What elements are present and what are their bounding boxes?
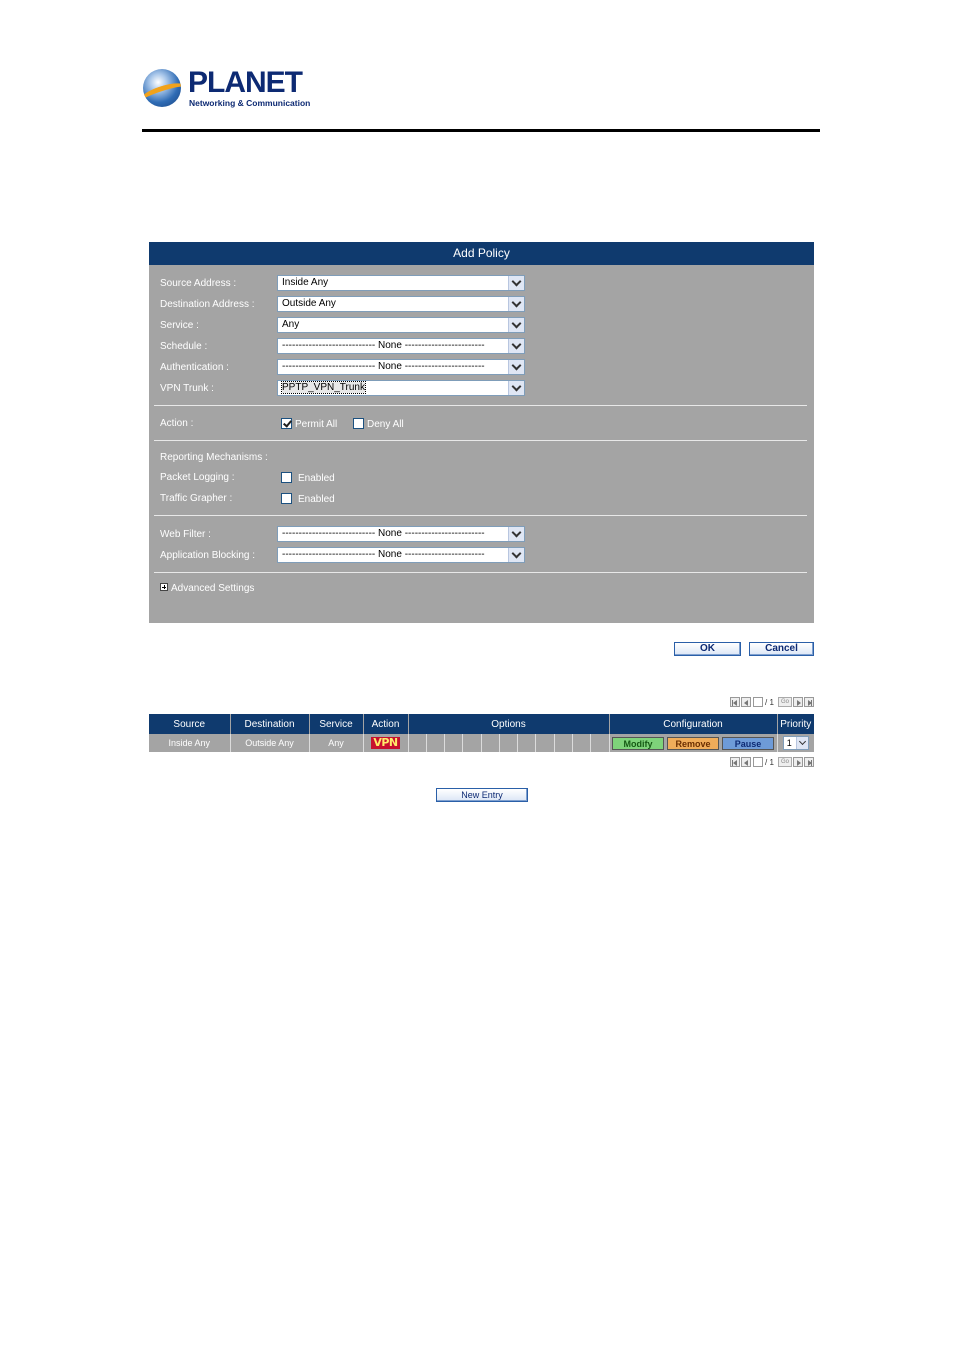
permit-all-option[interactable]: Permit All <box>281 418 337 430</box>
deny-all-checkbox[interactable] <box>353 418 364 429</box>
advanced-settings-toggle[interactable]: Advanced Settings <box>160 583 254 594</box>
vpn-badge-icon: VPN <box>373 736 398 749</box>
remove-button[interactable]: Remove <box>667 737 719 750</box>
page-total: / 1 <box>765 698 774 707</box>
page-number-input[interactable] <box>753 757 763 767</box>
globe-icon <box>143 69 181 107</box>
service-select[interactable]: Any <box>277 317 525 333</box>
chevron-down-icon[interactable] <box>508 360 524 374</box>
priority-select[interactable]: 1 <box>783 736 809 750</box>
application-blocking-row <box>149 547 814 567</box>
cell-action <box>363 734 408 752</box>
reporting-heading: Reporting Mechanisms : <box>160 452 268 463</box>
divider <box>154 572 807 573</box>
packet-logging-label: Packet Logging : <box>160 472 235 483</box>
header-action: Action <box>363 714 408 734</box>
chevron-down-icon[interactable] <box>796 737 808 749</box>
source-address-select[interactable]: Inside Any <box>277 275 525 291</box>
chevron-down-icon[interactable] <box>508 527 524 541</box>
action-row <box>149 418 814 438</box>
chevron-down-icon[interactable] <box>508 339 524 353</box>
advanced-settings-row <box>149 583 814 603</box>
chevron-down-icon[interactable] <box>508 381 524 395</box>
application-blocking-select[interactable]: ---------------------------- None ------------------------ <box>277 547 525 563</box>
schedule-select[interactable]: ---------------------------- None ------------------------ <box>277 338 525 354</box>
header-configuration: Configuration <box>609 714 777 734</box>
source-address-row <box>149 275 814 295</box>
last-page-icon[interactable] <box>804 757 814 767</box>
ok-button[interactable]: OK <box>674 642 741 656</box>
go-button[interactable]: Go <box>778 697 792 707</box>
table-header-row <box>149 714 814 734</box>
header-service: Service <box>309 714 363 734</box>
divider <box>154 515 807 516</box>
pause-button[interactable]: Pause <box>722 737 774 750</box>
pagination-top <box>730 697 814 708</box>
traffic-grapher-checkbox[interactable] <box>281 493 292 504</box>
header-source: Source <box>149 714 230 734</box>
pagination-bottom <box>730 757 814 768</box>
header-divider <box>142 129 820 132</box>
web-filter-row <box>149 526 814 546</box>
chevron-down-icon[interactable] <box>508 276 524 290</box>
source-address-label: Source Address : <box>160 278 237 289</box>
first-page-icon[interactable] <box>730 757 740 767</box>
modify-button[interactable]: Modify <box>612 737 664 750</box>
last-page-icon[interactable] <box>804 697 814 707</box>
brand-name: PLANET <box>188 66 302 99</box>
deny-all-option[interactable]: Deny All <box>353 418 404 430</box>
cell-configuration <box>609 734 777 752</box>
cell-source: Inside Any <box>149 734 230 752</box>
traffic-grapher-row <box>149 493 814 513</box>
page-total: / 1 <box>765 758 774 767</box>
planet-logo <box>143 66 313 110</box>
vpn-trunk-select[interactable]: PPTP_VPN_Trunk <box>277 380 525 396</box>
header-options: Options <box>408 714 609 734</box>
schedule-label: Schedule : <box>160 341 208 352</box>
add-policy-panel <box>149 242 814 623</box>
authentication-select[interactable]: ---------------------------- None ------------------------ <box>277 359 525 375</box>
cell-destination: Outside Any <box>230 734 309 752</box>
reporting-heading-row <box>149 452 814 472</box>
options-slots <box>409 734 609 752</box>
authentication-label: Authentication : <box>160 362 229 373</box>
header-priority: Priority <box>777 714 814 734</box>
divider <box>154 440 807 441</box>
panel-title: Add Policy <box>149 242 814 265</box>
go-button[interactable]: Go <box>778 757 792 767</box>
packet-logging-row <box>149 472 814 492</box>
authentication-row <box>149 359 814 379</box>
cancel-button[interactable]: Cancel <box>749 642 814 656</box>
chevron-down-icon[interactable] <box>508 548 524 562</box>
new-entry-button[interactable]: New Entry <box>436 788 528 802</box>
page-number-input[interactable] <box>753 697 763 707</box>
prev-page-icon[interactable] <box>741 697 751 707</box>
schedule-row <box>149 338 814 358</box>
next-page-icon[interactable] <box>793 697 803 707</box>
policy-table <box>149 714 814 752</box>
chevron-down-icon[interactable] <box>508 297 524 311</box>
next-page-icon[interactable] <box>793 757 803 767</box>
prev-page-icon[interactable] <box>741 757 751 767</box>
traffic-grapher-label: Traffic Grapher : <box>160 493 233 504</box>
traffic-grapher-option[interactable]: Enabled <box>281 493 335 505</box>
cell-options <box>408 734 609 752</box>
web-filter-select[interactable]: ---------------------------- None ------------------------ <box>277 526 525 542</box>
packet-logging-option[interactable]: Enabled <box>281 472 335 484</box>
cell-service: Any <box>309 734 363 752</box>
destination-address-row <box>149 296 814 316</box>
table-row <box>149 734 814 752</box>
vpn-trunk-label: VPN Trunk : <box>160 383 214 394</box>
service-row <box>149 317 814 337</box>
permit-all-checkbox[interactable] <box>281 418 292 429</box>
expand-plus-icon[interactable] <box>160 583 168 591</box>
divider <box>154 405 807 406</box>
destination-address-select[interactable]: Outside Any <box>277 296 525 312</box>
packet-logging-checkbox[interactable] <box>281 472 292 483</box>
vpn-trunk-row <box>149 380 814 400</box>
application-blocking-label: Application Blocking : <box>160 550 256 561</box>
action-label: Action : <box>160 418 194 429</box>
header-destination: Destination <box>230 714 309 734</box>
service-label: Service : <box>160 320 199 331</box>
brand-tagline: Networking & Communication <box>189 98 311 108</box>
cell-priority <box>777 734 814 752</box>
first-page-icon[interactable] <box>730 697 740 707</box>
destination-address-label: Destination Address : <box>160 299 255 310</box>
web-filter-label: Web Filter : <box>160 529 211 540</box>
chevron-down-icon[interactable] <box>508 318 524 332</box>
